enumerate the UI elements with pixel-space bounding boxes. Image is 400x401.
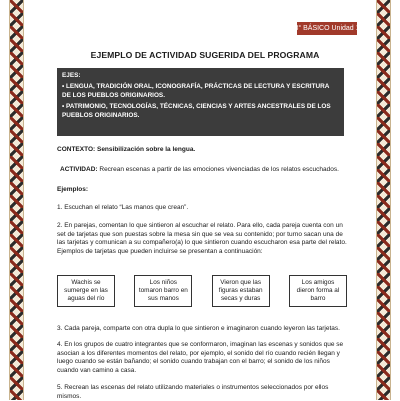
actividad-label: ACTIVIDAD:	[60, 166, 98, 173]
actividad-text: Recrean escenas a partir de las emociones vivenciadas de los relatos escuchados.	[99, 166, 339, 173]
step-2: 2. En parejas, comentan lo que sintieron al escuchar el relato. Para ello, cada pareja cuenta con un set de tarjetas que son puestas sobre la mesa sin que se vea su contenido; por turno sacan una de las tarjetas y comunican a su compañero(a) lo que sintieron cuando escucharon esa parte del relato. Ejemplos de tarjetas que pueden incluirse se presentan a continuación:	[57, 222, 347, 255]
ejemplos-label: Ejemplos:	[57, 186, 89, 193]
example-card: Los niños tomaron barro en sus manos	[134, 275, 192, 307]
example-card: Vieron que las figuras estaban secas y duras	[212, 275, 270, 307]
ejes-box	[57, 68, 344, 136]
contexto-line	[57, 146, 347, 155]
step-5: 5. Recrean las escenas del relato utilizando materiales o instrumentos seleccionados por ellos mismos.	[57, 384, 329, 400]
eje-item: • LENGUA, TRADICIÓN ORAL, ICONOGRAFÍA, PRÁCTICAS DE LECTURA Y ESCRITURA DE LOS PUEBLOS ORIGINARIOS.	[62, 83, 330, 99]
decorative-border-right	[376, 0, 391, 400]
step-3: 3. Cada pareja, comparte con otra dupla lo que sintieron e imaginaron cuando leyeron las tarjetas.	[57, 325, 340, 332]
eje-item: • PATRIMONIO, TECNOLOGÍAS, TÉCNICAS, CIENCIAS Y ARTES ANCESTRALES DE LOS PUEBLOS ORIGINARIOS.	[62, 103, 331, 119]
step-4: 4. En los grupos de cuatro integrantes que se conformaron, imaginan las escenas y sonidos que se asocian a los diferentes momentos del relato, por ejemplo, el sonido del río cuando recién llegan y luego cuando se están bañando; el sonido cuando trabajan con el barro; el sonido de los niños cuando van camino a casa.	[57, 341, 344, 374]
contexto-label: CONTEXTO:	[57, 146, 96, 153]
page-title: EJEMPLO DE ACTIVIDAD SUGERIDA DEL PROGRAMA	[90, 50, 320, 60]
ejes-label: EJES:	[62, 72, 81, 79]
decorative-border-left	[9, 0, 24, 400]
grade-unit-badge: 3° BÁSICO Unidad 1	[297, 22, 357, 35]
contexto-text: Sensibilización sobre la lengua.	[96, 146, 196, 153]
step-1: 1. Escuchan el relato “Las manos que crean”.	[57, 204, 189, 211]
example-cards	[57, 275, 347, 307]
example-card: Los amigos dieron forma al barro	[289, 275, 347, 307]
example-card: Wachis se sumerge en las aguas del río	[57, 275, 115, 307]
actividad-line	[60, 166, 350, 175]
